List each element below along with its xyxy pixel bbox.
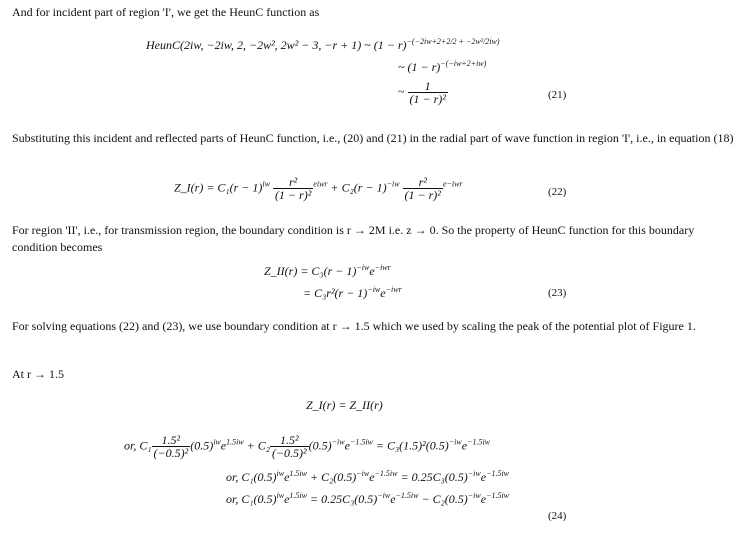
eq24-l3-e1: iw [276,491,285,500]
eq24-l2-a: or, C₁(0.5) [226,470,277,484]
eq24-l1-frac2-num: 1.5² [270,434,309,447]
eq22-exp3: −iw [386,179,400,189]
eq24-l1-frac2-den: (−0.5)² [271,446,307,460]
eq24-l2-rhs: = 0.25C₃(0.5) [400,470,468,484]
eq24-l2-e7: −iw [467,469,481,478]
eq22-mid: + C₂(r − 1) [330,180,387,195]
eq24-l3-e4: −iw [377,491,391,500]
eq22-fraction-2 [403,176,443,201]
eq24-l3-e7: −iw [467,491,481,500]
eq23-line1 [264,264,391,279]
eq21-fraction [408,80,448,105]
eq24-l1-rhs-e: e [461,438,468,453]
paragraph-region-ii: For region 'II', i.e., for transmission region, the boundary condition is r → 2M i.e. z → 0. So the property of HeunC function for this boundary condition becomes [12,223,695,254]
eq22-exp2: eiwr [313,179,328,189]
eq21-lhs: HeunC(2iw, −2iw, 2, −2w², 2w² − 3, −r + 1) [146,38,362,52]
eq24-l2-e8: e [480,470,487,484]
eq23-line2-exp: −iw [367,285,381,294]
eq24-matching: Z_I(r) = Z_II(r) [306,398,383,412]
eq21-line3-rel: ~ [398,84,405,99]
eq24-l1-b-eexp: −1.5iw [349,437,373,447]
eq22-frac2-den: (1 − r)² [404,188,441,202]
eq24-l1-rhs-eexp: −1.5iw [467,437,491,447]
eq24-l2-mid: + C₂(0.5) [309,470,357,484]
paragraph-boundary: For solving equations (22) and (23), we use boundary condition at r → 1.5 which we used by scaling the peak of the potential plot of Figure 1. [12,319,696,333]
eq21-line2-exponent: −(−iw+2+iw) [440,59,487,68]
eq23-line2 [303,286,402,301]
eq24-l2-e4: −iw [356,469,370,478]
eq23-line2-eexp: −iwr [385,285,402,294]
eq24-l3-e2: e [284,492,290,506]
eq24-l1-frac1-den: (−0.5)² [153,446,189,460]
eq22-exp1: iw [262,179,270,189]
eq24-l1-rhs-exp: −iw [448,437,462,447]
eq24-l1-a-eexp: 1.5iw [226,437,244,447]
paragraph-substitution: Substituting this incident and reflected parts of HeunC function, i.e., (20) and (21) in the radial part of wave function in region 'I', i.e., in equation (18) [12,131,734,145]
eq24-l1-rhs: = C₃(1.5)²(0.5) [375,438,449,453]
eq21-line1 [146,38,500,53]
eq23-line1-eexp: −iwr [374,263,391,272]
eq24-line2 [226,470,509,485]
eq24-l2-e2: e [284,470,290,484]
eq24-l1-a: (0.5) [190,438,214,453]
eq24-l3-minus: − C₂(0.5) [421,492,468,506]
eq24-l1-frac1-num: 1.5² [152,434,191,447]
eq21-frac-den: (1 − r)² [409,92,446,106]
eq24-l1-fraction-2 [270,434,309,459]
eq22-number: (22) [548,186,567,198]
eq21-line2-base: ~ (1 − r) [398,60,441,74]
eq24-line1 [124,434,490,459]
eq24-l3-e9: −1.5iw [486,491,510,500]
eq21-line1-base: (1 − r) [373,38,407,52]
eq24-l1-a-e: e [220,438,227,453]
eq23-line1-e: e [369,264,375,278]
eq24-line3 [226,492,509,507]
eq23-line1-main: Z_II(r) = C₃(r − 1) [264,264,357,278]
paragraph-intro-heunc: And for incident part of region 'I', we get the HeunC function as [12,5,320,19]
eq21-line1-exponent: −(−2iw+2+2/2 + −2w²/2iw) [406,37,500,46]
eq21-frac-num: 1 [408,80,448,93]
eq24-number: (24) [548,510,567,522]
eq22-fraction-1 [273,176,313,201]
eq21-rel1: ~ [364,38,371,52]
eq24-l1-fraction-1 [152,434,191,459]
eq24-l3-e3: 1.5iw [289,491,307,500]
eq21-line2 [398,60,486,75]
eq24-l2-e9: −1.5iw [486,469,510,478]
eq24-l1-plus: + C₂ [246,438,270,453]
eq24-l3-a: or, C₁(0.5) [226,492,277,506]
eq22-frac1-den: (1 − r)² [274,188,312,202]
paragraph-at-r: At r → 1.5 [12,367,64,381]
eq23-line1-exp: −iw [356,263,370,272]
eq24-l3-e5: e [390,492,396,506]
eq22-exp4: e−iwr [442,179,463,189]
eq22-line [174,176,463,201]
eq24-l2-e1: iw [276,469,285,478]
eq24-l1-b-e: e [344,438,350,453]
eq22-frac2-num: r² [403,176,443,189]
eq24-l1-b-exp: −iw [331,437,345,447]
eq22-frac1-num: r² [273,176,313,189]
eq24-l1-a-exp: iw [213,437,221,447]
eq21-line3 [398,80,448,105]
eq24-l1-b: (0.5) [308,438,332,453]
eq24-l2-e5: e [369,470,375,484]
eq23-line2-main: = C₃r²(r − 1) [303,286,368,300]
eq23-line2-e: e [380,286,386,300]
eq24-l1-prefix: or, C₁ [124,438,152,453]
eq24-l3-e8: e [480,492,487,506]
eq21-number: (21) [548,89,567,101]
eq24-l2-e6: −1.5iw [374,469,398,478]
eq24-l3-rhs: = 0.25C₃(0.5) [309,492,378,506]
eq24-l3-e6: −1.5iw [395,491,419,500]
eq23-number: (23) [548,287,567,299]
eq24-l2-e3: 1.5iw [289,469,307,478]
eq22-lhs: Z_I(r) = C₁(r − 1) [174,180,263,195]
